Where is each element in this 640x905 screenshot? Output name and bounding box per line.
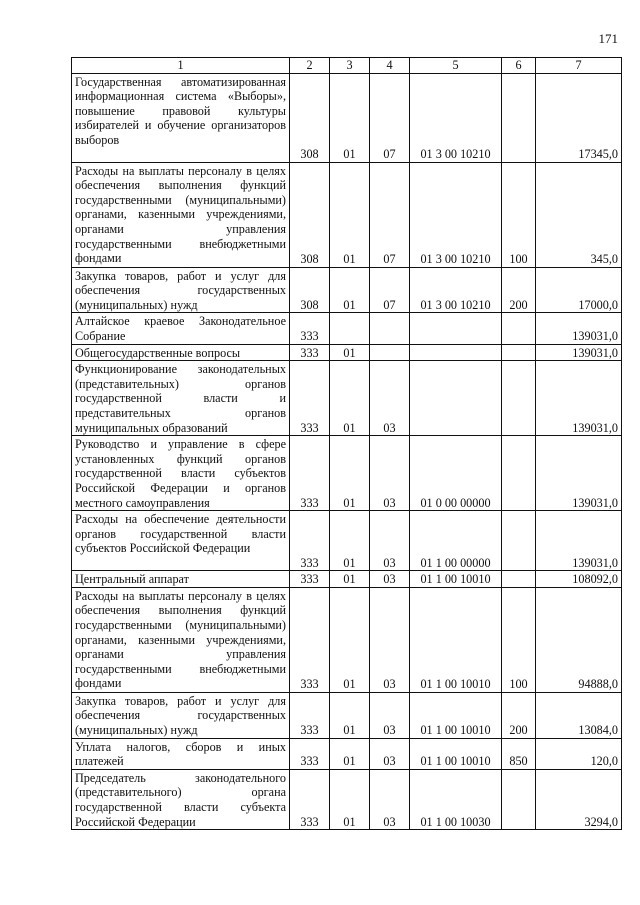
table-row (72, 162, 622, 267)
row-target-cell: 01 0 00 00000 (410, 436, 502, 511)
row-name-cell: Центральный аппарат (72, 571, 290, 588)
row-expense-type-cell: 100 (502, 162, 536, 267)
table-row (72, 692, 622, 738)
row-subsection-cell: 03 (370, 587, 410, 692)
row-amount-cell: 345,0 (536, 162, 622, 267)
table-row (72, 361, 622, 436)
header-row (72, 58, 622, 74)
row-name-cell: Закупка товаров, работ и услуг для обеспечения государственных (муниципальных) нужд (72, 692, 290, 738)
header-cell: 3 (330, 58, 370, 74)
row-expense-type-cell (502, 769, 536, 829)
row-code-cell: 308 (290, 73, 330, 162)
row-amount-cell: 139031,0 (536, 361, 622, 436)
row-subsection-cell: 07 (370, 73, 410, 162)
row-amount-cell: 108092,0 (536, 571, 622, 588)
row-expense-type-cell (502, 73, 536, 162)
row-target-cell (410, 313, 502, 344)
header-cell: 5 (410, 58, 502, 74)
row-target-cell: 01 1 00 10010 (410, 692, 502, 738)
row-expense-type-cell (502, 361, 536, 436)
budget-table (71, 57, 622, 830)
header-cell: 6 (502, 58, 536, 74)
row-subsection-cell: 03 (370, 571, 410, 588)
row-section-cell: 01 (330, 73, 370, 162)
row-expense-type-cell: 200 (502, 692, 536, 738)
row-name-cell: Расходы на выплаты персоналу в целях обеспечения выполнения функций государственными (муниципальными) органами, казенными учреждениями, органами управления государственными внебюджетными фондами (72, 162, 290, 267)
row-code-cell: 333 (290, 738, 330, 769)
row-section-cell: 01 (330, 587, 370, 692)
row-code-cell: 333 (290, 571, 330, 588)
row-section-cell: 01 (330, 267, 370, 313)
row-section-cell: 01 (330, 769, 370, 829)
row-name-cell: Расходы на обеспечение деятельности органов государственной власти субъектов Российской Федерации (72, 511, 290, 571)
row-amount-cell: 139031,0 (536, 511, 622, 571)
row-code-cell: 333 (290, 361, 330, 436)
row-code-cell: 333 (290, 511, 330, 571)
row-expense-type-cell: 200 (502, 267, 536, 313)
row-name-cell: Расходы на выплаты персоналу в целях обеспечения выполнения функций государственными (муниципальными) органами, казенными учреждениями, органами управления государственными внебюджетными фондами (72, 587, 290, 692)
row-expense-type-cell (502, 313, 536, 344)
row-expense-type-cell: 100 (502, 587, 536, 692)
header-cell: 2 (290, 58, 330, 74)
table-row (72, 769, 622, 829)
row-section-cell: 01 (330, 738, 370, 769)
row-amount-cell: 3294,0 (536, 769, 622, 829)
row-name-cell: Алтайское краевое Законодательное Собрание (72, 313, 290, 344)
row-section-cell: 01 (330, 344, 370, 361)
row-section-cell: 01 (330, 692, 370, 738)
table-row (72, 344, 622, 361)
row-subsection-cell (370, 344, 410, 361)
row-subsection-cell (370, 313, 410, 344)
row-target-cell: 01 1 00 10010 (410, 738, 502, 769)
table-row (72, 436, 622, 511)
row-expense-type-cell (502, 436, 536, 511)
row-section-cell: 01 (330, 436, 370, 511)
table-row (72, 267, 622, 313)
row-name-cell: Закупка товаров, работ и услуг для обеспечения государственных (муниципальных) нужд (72, 267, 290, 313)
row-name-cell: Общегосударственные вопросы (72, 344, 290, 361)
header-cell: 7 (536, 58, 622, 74)
row-amount-cell: 120,0 (536, 738, 622, 769)
row-target-cell: 01 1 00 10010 (410, 587, 502, 692)
row-target-cell: 01 1 00 10030 (410, 769, 502, 829)
table-row (72, 587, 622, 692)
row-code-cell: 333 (290, 692, 330, 738)
row-target-cell: 01 3 00 10210 (410, 73, 502, 162)
row-code-cell: 333 (290, 769, 330, 829)
table-row (72, 511, 622, 571)
row-expense-type-cell (502, 511, 536, 571)
row-subsection-cell: 07 (370, 267, 410, 313)
row-target-cell (410, 344, 502, 361)
row-code-cell: 308 (290, 267, 330, 313)
row-expense-type-cell (502, 344, 536, 361)
row-section-cell: 01 (330, 571, 370, 588)
row-code-cell: 333 (290, 436, 330, 511)
row-code-cell: 333 (290, 313, 330, 344)
row-name-cell: Уплата налогов, сборов и иных платежей (72, 738, 290, 769)
row-section-cell (330, 313, 370, 344)
header-cell: 4 (370, 58, 410, 74)
row-amount-cell: 94888,0 (536, 587, 622, 692)
table-row (72, 313, 622, 344)
row-expense-type-cell (502, 571, 536, 588)
table-row (72, 738, 622, 769)
row-target-cell: 01 1 00 00000 (410, 511, 502, 571)
row-subsection-cell: 03 (370, 769, 410, 829)
row-subsection-cell: 07 (370, 162, 410, 267)
page-number: 171 (598, 31, 618, 46)
row-subsection-cell: 03 (370, 738, 410, 769)
row-amount-cell: 17000,0 (536, 267, 622, 313)
row-section-cell: 01 (330, 361, 370, 436)
row-target-cell: 01 1 00 10010 (410, 571, 502, 588)
row-name-cell: Председатель законодательного (представительного) органа государственной власти субъекта Российской Федерации (72, 769, 290, 829)
row-target-cell: 01 3 00 10210 (410, 267, 502, 313)
row-code-cell: 333 (290, 587, 330, 692)
row-name-cell: Руководство и управление в сфере установленных функций органов государственной власти субъектов Российской Федерации и органов местного самоуправления (72, 436, 290, 511)
row-section-cell: 01 (330, 511, 370, 571)
row-target-cell: 01 3 00 10210 (410, 162, 502, 267)
row-amount-cell: 139031,0 (536, 344, 622, 361)
row-target-cell (410, 361, 502, 436)
row-subsection-cell: 03 (370, 361, 410, 436)
row-expense-type-cell: 850 (502, 738, 536, 769)
row-name-cell: Государственная автоматизированная информационная система «Выборы», повышение правовой культуры избирателей и обучение организаторов выборов (72, 73, 290, 162)
row-subsection-cell: 03 (370, 511, 410, 571)
row-subsection-cell: 03 (370, 692, 410, 738)
table-row (72, 73, 622, 162)
row-amount-cell: 139031,0 (536, 436, 622, 511)
table-row (72, 571, 622, 588)
row-code-cell: 333 (290, 344, 330, 361)
row-subsection-cell: 03 (370, 436, 410, 511)
row-section-cell: 01 (330, 162, 370, 267)
row-name-cell: Функционирование законодательных (представительных) органов государственной власти и представительных органов муниципальных образований (72, 361, 290, 436)
row-code-cell: 308 (290, 162, 330, 267)
row-amount-cell: 17345,0 (536, 73, 622, 162)
header-cell: 1 (72, 58, 290, 74)
row-amount-cell: 139031,0 (536, 313, 622, 344)
row-amount-cell: 13084,0 (536, 692, 622, 738)
